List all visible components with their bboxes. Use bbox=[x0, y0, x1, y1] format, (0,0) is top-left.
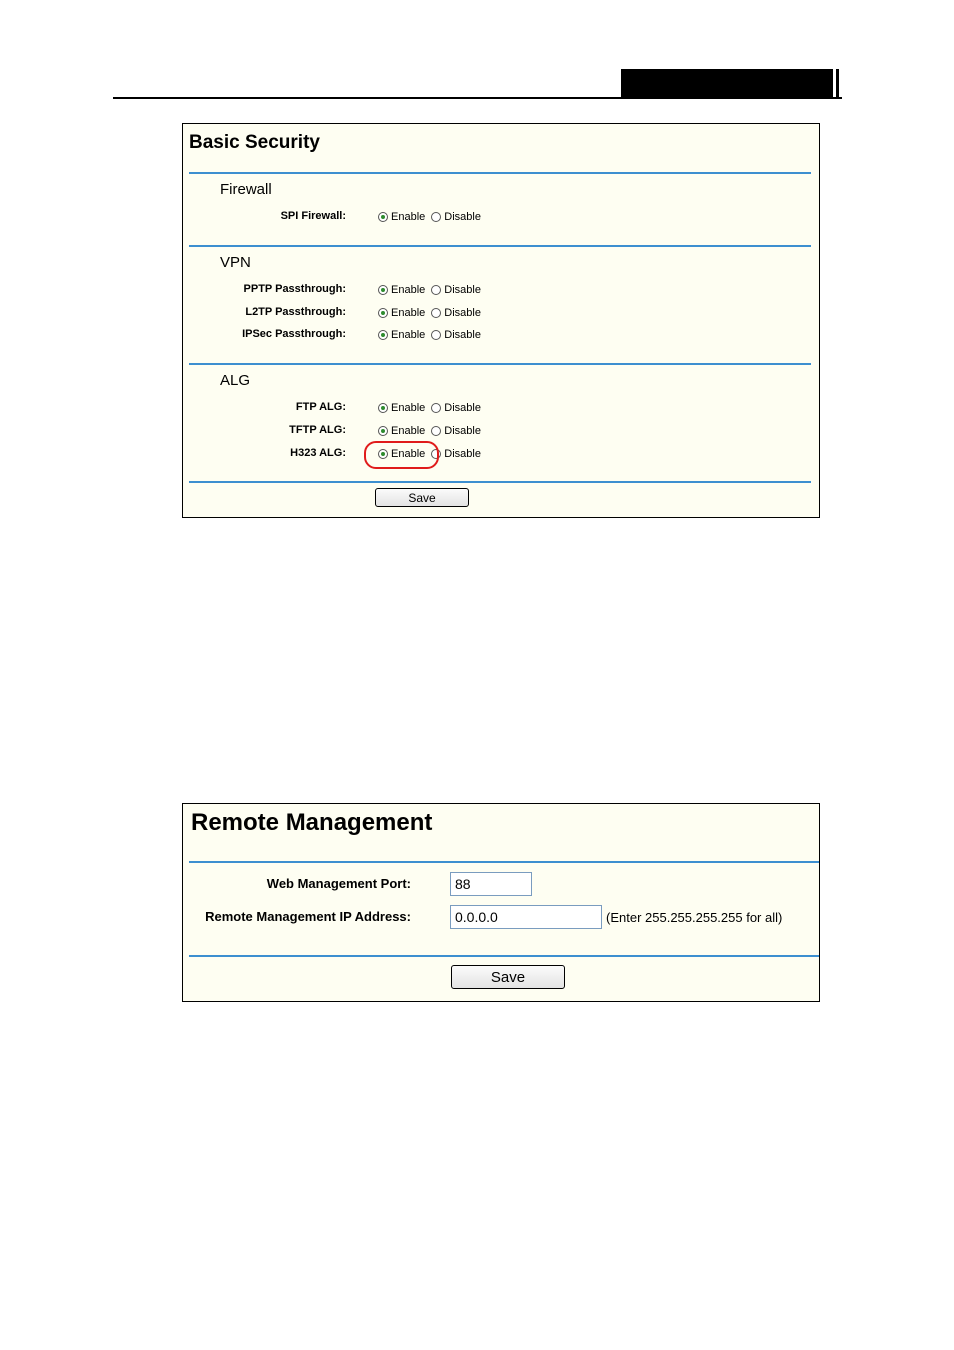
radio-group-tftp-alg bbox=[378, 425, 487, 439]
radio-group-l2tp bbox=[378, 307, 487, 321]
section-title-alg: ALG bbox=[220, 372, 251, 389]
radio-disable[interactable] bbox=[431, 426, 441, 436]
radio-enable[interactable] bbox=[378, 285, 388, 295]
row-label-pptp: PPTP Passthrough: bbox=[243, 283, 346, 295]
save-button[interactable]: Save bbox=[375, 488, 469, 507]
page-title: Remote Management bbox=[191, 809, 433, 836]
radio-disable-label: Disable bbox=[444, 329, 481, 341]
row-label-h323-alg: H323 ALG: bbox=[290, 447, 346, 459]
divider bbox=[189, 245, 811, 247]
radio-disable-label: Disable bbox=[444, 284, 481, 296]
divider bbox=[189, 363, 811, 365]
radio-disable-label: Disable bbox=[444, 307, 481, 319]
remote-management-ip-label: Remote Management IP Address: bbox=[205, 909, 411, 924]
section-title-vpn: VPN bbox=[220, 254, 251, 271]
doc-header-bar bbox=[836, 69, 839, 99]
radio-disable[interactable] bbox=[431, 308, 441, 318]
page-title: Basic Security bbox=[189, 132, 320, 153]
radio-enable[interactable] bbox=[378, 426, 388, 436]
radio-group-ftp-alg bbox=[378, 402, 487, 416]
radio-enable[interactable] bbox=[378, 212, 388, 222]
radio-disable[interactable] bbox=[431, 212, 441, 222]
radio-enable-label: Enable bbox=[391, 425, 426, 437]
row-label-spi-firewall: SPI Firewall: bbox=[280, 210, 346, 222]
row-label-ipsec: IPSec Passthrough: bbox=[242, 328, 346, 340]
radio-disable[interactable] bbox=[431, 330, 441, 340]
radio-disable[interactable] bbox=[431, 403, 441, 413]
radio-disable-label: Disable bbox=[444, 402, 481, 414]
highlight-annotation bbox=[364, 441, 439, 469]
divider bbox=[189, 172, 811, 174]
section-title-firewall: Firewall bbox=[220, 181, 272, 198]
save-button[interactable]: Save bbox=[451, 965, 565, 989]
radio-enable[interactable] bbox=[378, 330, 388, 340]
radio-enable[interactable] bbox=[378, 308, 388, 318]
row-label-ftp-alg: FTP ALG: bbox=[295, 401, 346, 413]
radio-enable-label: Enable bbox=[391, 329, 426, 341]
row-label-tftp-alg: TFTP ALG: bbox=[289, 424, 346, 436]
radio-group-pptp bbox=[378, 284, 487, 298]
radio-disable-label: Disable bbox=[444, 425, 481, 437]
radio-enable-label: Enable bbox=[391, 402, 426, 414]
divider bbox=[189, 481, 811, 483]
radio-enable-label: Enable bbox=[391, 211, 426, 223]
radio-disable-label: Disable bbox=[444, 448, 481, 460]
remote-management-panel bbox=[182, 803, 820, 1002]
divider bbox=[189, 955, 819, 957]
radio-enable[interactable] bbox=[378, 403, 388, 413]
divider bbox=[189, 861, 819, 863]
radio-enable-label: Enable bbox=[391, 448, 426, 460]
basic-security-panel bbox=[182, 123, 820, 518]
radio-group-spi-firewall bbox=[378, 211, 487, 225]
radio-disable[interactable] bbox=[431, 285, 441, 295]
radio-enable-label: Enable bbox=[391, 307, 426, 319]
radio-enable-label: Enable bbox=[391, 284, 426, 296]
radio-disable-label: Disable bbox=[444, 211, 481, 223]
radio-group-ipsec bbox=[378, 329, 487, 343]
doc-header-block bbox=[621, 69, 833, 99]
doc-header-rule bbox=[113, 97, 842, 99]
web-management-port-label: Web Management Port: bbox=[266, 876, 411, 891]
row-label-l2tp: L2TP Passthrough: bbox=[245, 306, 346, 318]
ip-hint-text: (Enter 255.255.255.255 for all) bbox=[606, 910, 783, 925]
remote-management-ip-input[interactable] bbox=[450, 905, 602, 929]
web-management-port-input[interactable] bbox=[450, 872, 532, 896]
